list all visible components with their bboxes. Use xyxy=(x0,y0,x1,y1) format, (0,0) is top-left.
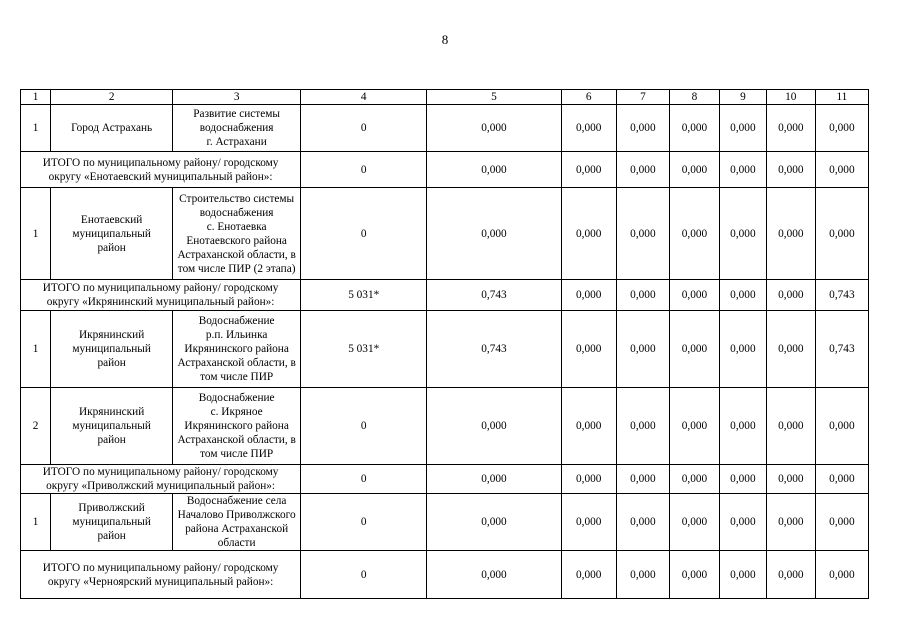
value-cell: 0,000 xyxy=(561,388,616,465)
value-cell: 0,000 xyxy=(616,311,669,388)
total-label-cell: ИТОГО по муниципальному району/ городскому округу «Черноярский муниципальный район»: xyxy=(21,551,301,599)
project-cell: Развитие системы водоснабжения г. Астрахани xyxy=(173,105,301,152)
value-cell: 0,000 xyxy=(561,280,616,311)
value-cell: 0,000 xyxy=(669,280,719,311)
value-cell: 0,000 xyxy=(561,311,616,388)
value-cell: 0,000 xyxy=(766,388,815,465)
value-cell: 0,743 xyxy=(427,311,561,388)
total-row xyxy=(21,280,869,311)
value-cell: 0,000 xyxy=(815,465,868,494)
row-number-cell: 1 xyxy=(21,105,51,152)
column-number-cell: 9 xyxy=(719,90,766,105)
column-number-row xyxy=(21,90,869,105)
district-cell: Город Астрахань xyxy=(51,105,173,152)
value-cell: 0,000 xyxy=(669,465,719,494)
value-cell: 5 031* xyxy=(301,280,427,311)
column-number-cell: 6 xyxy=(561,90,616,105)
value-cell: 0,000 xyxy=(766,311,815,388)
project-cell: Строительство системы водоснабжения с. Енотаевка Енотаевского района Астраханской области, в том числе ПИР (2 этапа) xyxy=(173,188,301,280)
value-cell: 0,000 xyxy=(719,152,766,188)
row-number-cell: 1 xyxy=(21,188,51,280)
total-label-cell: ИТОГО по муниципальному району/ городскому округу «Енотаевский муниципальный район»: xyxy=(21,152,301,188)
value-cell: 0 xyxy=(301,152,427,188)
value-cell: 0,000 xyxy=(766,105,815,152)
value-cell: 0,000 xyxy=(719,388,766,465)
total-label-cell: ИТОГО по муниципальному району/ городскому округу «Приволжский муниципальный район»: xyxy=(21,465,301,494)
column-number-cell: 3 xyxy=(173,90,301,105)
column-number-cell: 7 xyxy=(616,90,669,105)
value-cell: 0,000 xyxy=(616,551,669,599)
district-cell: Енотаевский муниципальный район xyxy=(51,188,173,280)
page-number: 8 xyxy=(441,32,449,47)
value-cell: 0,000 xyxy=(616,105,669,152)
value-cell: 0,000 xyxy=(719,105,766,152)
column-number-cell: 8 xyxy=(669,90,719,105)
value-cell: 0,000 xyxy=(427,152,561,188)
value-cell: 0,000 xyxy=(669,152,719,188)
row-number-cell: 1 xyxy=(21,311,51,388)
value-cell: 0,000 xyxy=(815,105,868,152)
value-cell: 0,000 xyxy=(719,551,766,599)
total-row xyxy=(21,152,869,188)
value-cell: 0,000 xyxy=(669,388,719,465)
row-number-cell: 1 xyxy=(21,494,51,551)
value-cell: 0,743 xyxy=(427,280,561,311)
value-cell: 0,000 xyxy=(616,388,669,465)
value-cell: 0,000 xyxy=(561,188,616,280)
value-cell: 0,000 xyxy=(561,105,616,152)
column-number-cell: 4 xyxy=(301,90,427,105)
value-cell: 0,000 xyxy=(616,280,669,311)
value-cell: 0,000 xyxy=(669,105,719,152)
value-cell: 0,000 xyxy=(815,388,868,465)
project-cell: Водоснабжение села Началово Приволжского района Астраханской области xyxy=(173,494,301,551)
value-cell: 0 xyxy=(301,551,427,599)
value-cell: 0,000 xyxy=(719,311,766,388)
table-row xyxy=(21,105,869,152)
value-cell: 0,000 xyxy=(766,551,815,599)
value-cell: 0,000 xyxy=(427,188,561,280)
value-cell: 0,000 xyxy=(669,551,719,599)
value-cell: 0,000 xyxy=(427,465,561,494)
value-cell: 0,000 xyxy=(616,494,669,551)
value-cell: 5 031* xyxy=(301,311,427,388)
value-cell: 0,000 xyxy=(766,188,815,280)
table-row xyxy=(21,311,869,388)
district-cell: Икрянинский муниципальный район xyxy=(51,311,173,388)
value-cell: 0,000 xyxy=(427,388,561,465)
column-number-cell: 5 xyxy=(427,90,561,105)
value-cell: 0 xyxy=(301,388,427,465)
value-cell: 0 xyxy=(301,494,427,551)
value-cell: 0 xyxy=(301,105,427,152)
value-cell: 0,000 xyxy=(561,152,616,188)
value-cell: 0 xyxy=(301,465,427,494)
project-cell: Водоснабжение р.п. Ильинка Икрянинского района Астраханской области, в том числе ПИР xyxy=(173,311,301,388)
value-cell: 0,000 xyxy=(766,465,815,494)
column-number-cell: 11 xyxy=(815,90,868,105)
project-cell: Водоснабжение с. Икряное Икрянинского района Астраханской области, в том числе ПИР xyxy=(173,388,301,465)
value-cell: 0,000 xyxy=(669,188,719,280)
total-row xyxy=(21,551,869,599)
column-number-cell: 10 xyxy=(766,90,815,105)
total-label-cell: ИТОГО по муниципальному району/ городскому округу «Икрянинский муниципальный район»: xyxy=(21,280,301,311)
value-cell: 0,000 xyxy=(719,280,766,311)
value-cell: 0,000 xyxy=(815,551,868,599)
column-number-cell: 2 xyxy=(51,90,173,105)
value-cell: 0,000 xyxy=(719,188,766,280)
value-cell: 0,743 xyxy=(815,280,868,311)
value-cell: 0,000 xyxy=(561,494,616,551)
funding-table xyxy=(20,89,869,599)
value-cell: 0,000 xyxy=(766,280,815,311)
value-cell: 0,000 xyxy=(719,465,766,494)
value-cell: 0,000 xyxy=(669,311,719,388)
value-cell: 0,000 xyxy=(616,465,669,494)
value-cell: 0,000 xyxy=(815,152,868,188)
value-cell: 0,000 xyxy=(766,494,815,551)
value-cell: 0,000 xyxy=(427,105,561,152)
value-cell: 0,000 xyxy=(427,494,561,551)
table-row xyxy=(21,494,869,551)
value-cell: 0,000 xyxy=(719,494,766,551)
value-cell: 0,000 xyxy=(561,465,616,494)
value-cell: 0,000 xyxy=(815,188,868,280)
value-cell: 0,000 xyxy=(561,551,616,599)
value-cell: 0,000 xyxy=(669,494,719,551)
district-cell: Икрянинский муниципальный район xyxy=(51,388,173,465)
value-cell: 0,000 xyxy=(766,152,815,188)
table-row xyxy=(21,388,869,465)
value-cell: 0,743 xyxy=(815,311,868,388)
table-row xyxy=(21,188,869,280)
district-cell: Приволжский муниципальный район xyxy=(51,494,173,551)
value-cell: 0,000 xyxy=(815,494,868,551)
column-number-cell: 1 xyxy=(21,90,51,105)
row-number-cell: 2 xyxy=(21,388,51,465)
value-cell: 0 xyxy=(301,188,427,280)
value-cell: 0,000 xyxy=(616,188,669,280)
value-cell: 0,000 xyxy=(616,152,669,188)
total-row xyxy=(21,465,869,494)
value-cell: 0,000 xyxy=(427,551,561,599)
